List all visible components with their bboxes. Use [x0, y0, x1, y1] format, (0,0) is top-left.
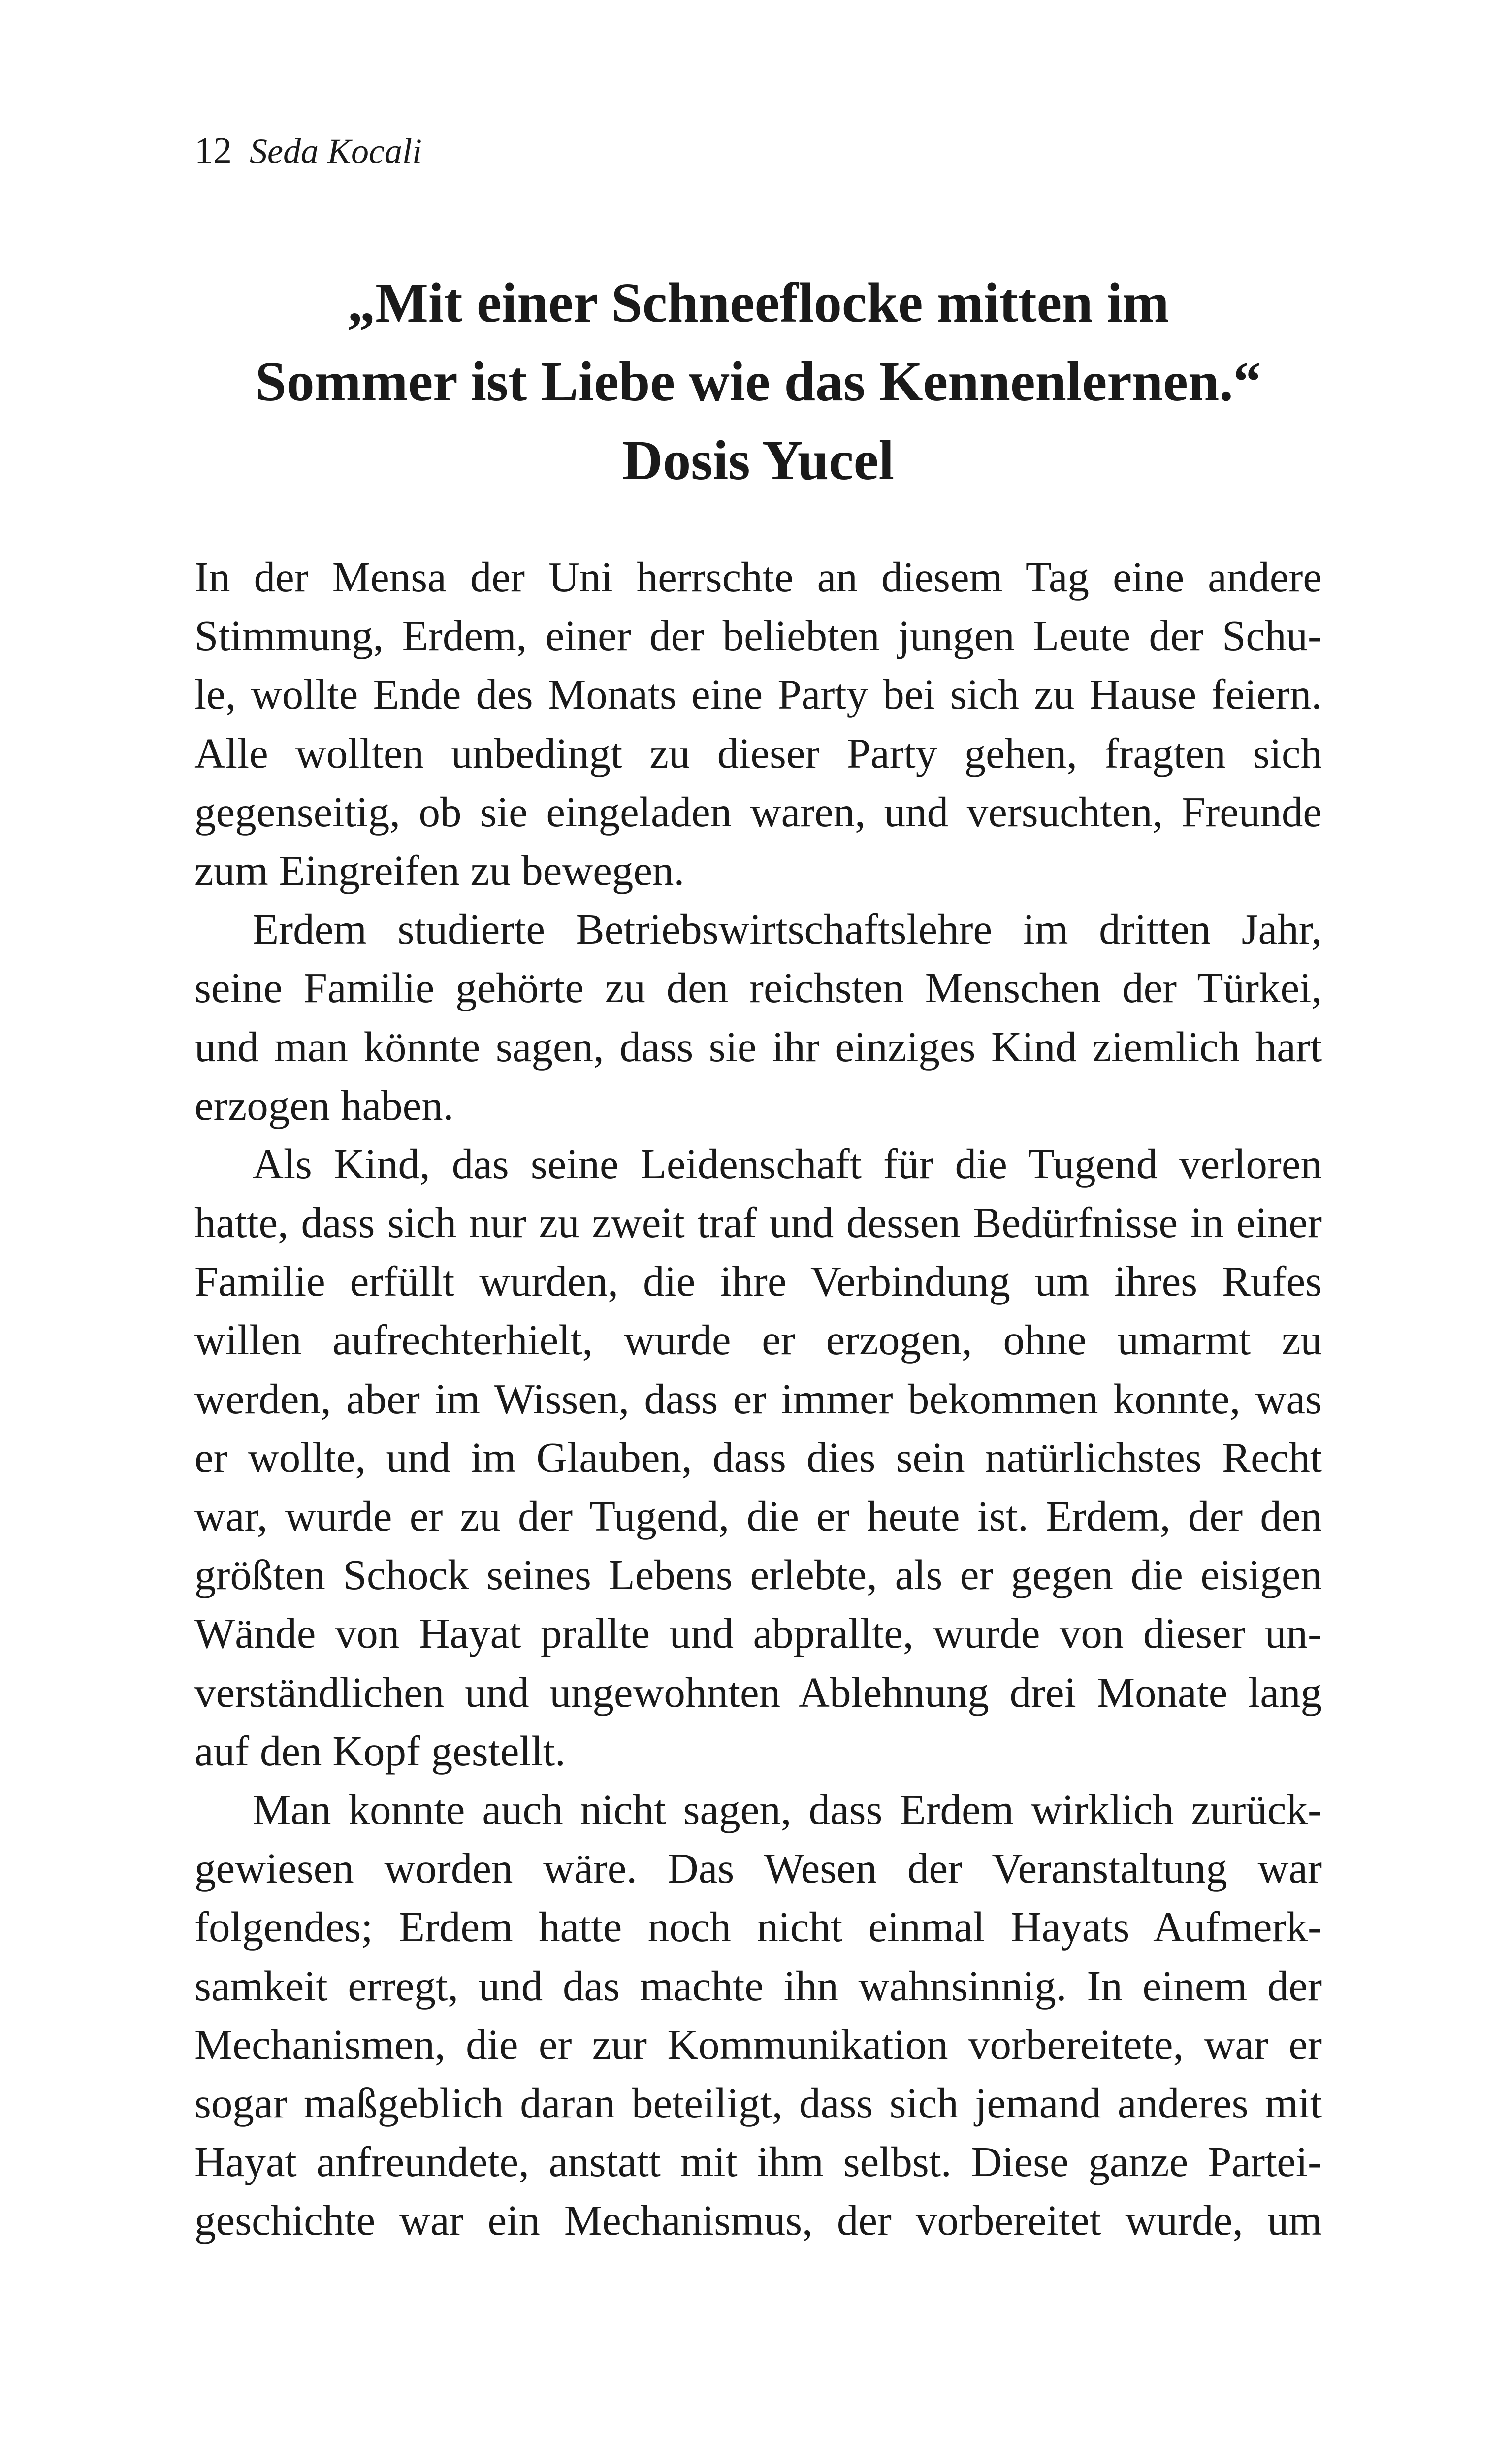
epigraph-line: „Mit einer Schneeflocke mitten im	[347, 271, 1169, 334]
text-line: verständlichen und ungewohnten Ablehnung drei Monate lang	[194, 1668, 1322, 1716]
text-line: er wollte, und im Glauben, dass dies sein natürlichstes Recht	[194, 1433, 1322, 1481]
text-line: folgendes; Erdem hatte noch nicht einmal Hayats Aufmerk-	[194, 1903, 1322, 1951]
text-line: hatte, dass sich nur zu zweit traf und dessen Bedürfnisse in einer	[194, 1199, 1322, 1247]
text-line: gewiesen worden wäre. Das Wesen der Veranstaltung war	[194, 1844, 1322, 1892]
text-line: und man könnte sagen, dass sie ihr einziges Kind ziemlich hart	[194, 1022, 1322, 1071]
text-line: Hayat anfreundete, anstatt mit ihm selbst. Diese ganze Partei-	[194, 2138, 1322, 2186]
text-line: Mechanismen, die er zur Kommunikation vorbereitete, war er	[194, 2020, 1322, 2068]
text-line: Als Kind, das seine Leidenschaft für die Tugend verloren	[253, 1140, 1322, 1188]
text-line: willen aufrechterhielt, wurde er erzogen, ohne umarmt zu	[194, 1316, 1322, 1364]
chapter-epigraph	[194, 263, 1322, 500]
text-line: samkeit erregt, und das machte ihn wahnsinnig. In einem der	[194, 1961, 1322, 2010]
text-line: Stimmung, Erdem, einer der beliebten jungen Leute der Schu-	[194, 612, 1322, 660]
text-line: zum Eingreifen zu bewegen.	[194, 846, 685, 894]
body-text	[194, 548, 1322, 2249]
text-line: Erdem studierte Betriebswirtschaftslehre im dritten Jahr,	[253, 905, 1322, 953]
text-line: sogar maßgeblich daran beteiligt, dass sich jemand anderes mit	[194, 2079, 1322, 2127]
text-line: gegenseitig, ob sie eingeladen waren, und versuchten, Freunde	[194, 787, 1322, 836]
text-line: werden, aber im Wissen, dass er immer bekommen konnte, was	[194, 1374, 1322, 1423]
epigraph-line: Sommer ist Liebe wie das Kennenlernen.“	[255, 350, 1261, 413]
text-line: Familie erfüllt wurden, die ihre Verbindung um ihres Rufes	[194, 1257, 1322, 1305]
text-line: Alle wollten unbedingt zu dieser Party gehen, fragten sich	[194, 729, 1322, 777]
text-line: In der Mensa der Uni herrschte an diesem Tag eine andere	[194, 553, 1322, 601]
text-line: größten Schock seines Lebens erlebte, als er gegen die eisigen	[194, 1551, 1322, 1599]
text-line: auf den Kopf gestellt.	[194, 1726, 566, 1775]
text-line: war, wurde er zu der Tugend, die er heute ist. Erdem, der den	[194, 1492, 1322, 1540]
page-number: 12	[194, 130, 232, 171]
text-line: Man konnte auch nicht sagen, dass Erdem wirklich zurück-	[253, 1785, 1322, 1833]
text-line: seine Familie gehörte zu den reichsten Menschen der Türkei,	[194, 964, 1322, 1012]
epigraph-attribution: Dosis Yucel	[622, 429, 895, 491]
text-line: geschichte war ein Mechanismus, der vorbereitet wurde, um	[194, 2196, 1322, 2245]
text-line: Wände von Hayat prallte und abprallte, wurde von dieser un-	[194, 1609, 1322, 1658]
author-name: Seda Kocali	[250, 131, 422, 171]
running-header	[194, 132, 422, 169]
text-line: le, wollte Ende des Monats eine Party bei sich zu Hause feiern.	[194, 670, 1322, 718]
text-line: erzogen haben.	[194, 1081, 454, 1129]
